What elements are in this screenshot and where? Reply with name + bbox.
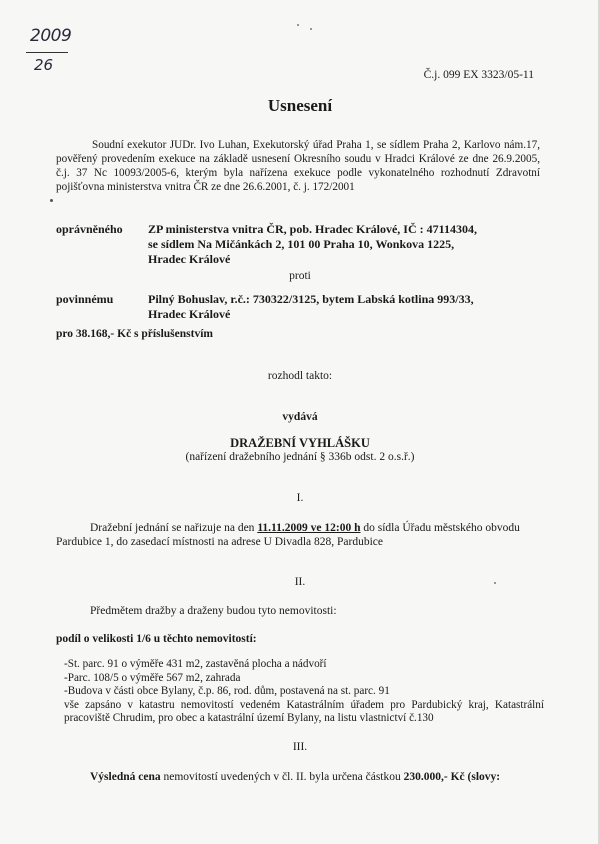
margin-dot — [50, 199, 53, 202]
debtor-details — [148, 292, 528, 322]
property-list — [64, 658, 544, 726]
section-2-text: Předmětem dražby a draženy budou tyto nemovitosti: — [90, 605, 337, 617]
document-title: Usnesení — [267, 96, 333, 115]
creditor-label: oprávněného — [56, 222, 123, 236]
claim-amount: pro 38.168,- Kč s příslušenstvím — [56, 328, 213, 340]
scan-speck — [310, 28, 312, 30]
property-item: -St. parc. 91 o výměře 431 m2, zastavěná plocha a nádvoří — [64, 658, 327, 670]
handwritten-number: 26 — [34, 56, 54, 74]
final-price: 230.000,- Kč (slovy: — [403, 771, 501, 783]
auction-heading: DRAŽEBNÍ VYHLÁŠKU — [230, 436, 370, 450]
creditor-line-2: se sídlem Na Mičánkách 2, 101 00 Praha 10, Wonkova 1225, — [148, 237, 455, 251]
section-1-lead: Dražební jednání se nařizuje na den — [90, 522, 258, 534]
scan-speck — [297, 24, 299, 26]
section-1-tail: do sídla Úřadu městského obvodu Pardubice 1, do zasedací místnosti na adrese U Divadla 828, Pardubice — [56, 522, 520, 548]
section-3-text — [90, 770, 550, 784]
property-item: -Budova v části obce Bylany, č.p. 86, rod. dům, postavená na st. parc. 91 — [64, 685, 390, 698]
debtor-line-1: Pilný Bohuslav, r.č.: 730322/3125, bytem Labská kotlina 993/33, — [148, 292, 474, 306]
section-3-body: nemovitostí uvedených v čl. II. byla určena částkou — [160, 771, 404, 783]
share-text: podíl o velikosti 1/6 u těchto nemovitostí: — [56, 633, 257, 645]
final-price-label: Výsledná cena — [90, 771, 161, 783]
property-item: -Parc. 108/5 o výměře 567 m2, zahrada — [64, 671, 241, 684]
debtor-line-2: Hradec Králové — [148, 307, 231, 321]
auction-date-time: 11.11.2009 ve 12:00 h — [257, 522, 361, 534]
scan-speck — [494, 582, 496, 584]
issues-text: vydává — [282, 411, 318, 423]
decided-text: rozhodl takto: — [267, 370, 333, 382]
versus-text: proti — [289, 270, 311, 282]
registry-text: vše zapsáno v katastru nemovitostí vedeném Katastrálním úřadem pro Pardubický kraj, Katastrální pracoviště Chrudim, pro obec a katastrální území Bylany, na listu vlastnictví č.130 — [64, 698, 544, 725]
section-2-numeral: II. — [294, 576, 306, 588]
creditor-details — [148, 222, 528, 267]
section-3-numeral: III. — [292, 741, 308, 753]
handwritten-underline — [26, 52, 68, 53]
intro-paragraph: Soudní exekutor JUDr. Ivo Luhan, Exekutorský úřad Praha 1, se sídlem Praha 2, Karlovo nám.17, pověřený provedením exekuce na základě usnesení Okresního soudu v Hradci Králové ze dne 26.9.2005, č.j. 37 Nc 10093/2005-6, kterým byla nařízena exekuce podle vykonatelného rozhodnutí Zdravotní pojišťovna ministerstva vnitra ČR ze dne 26.6.2001, č. j. 172/2001 — [56, 139, 540, 193]
handwritten-year: 2009 — [30, 26, 72, 46]
section-1-numeral: I. — [296, 492, 304, 504]
creditor-line-3: Hradec Králové — [148, 252, 231, 266]
auction-subheading: (nařízení dražebního jednání § 336b odst. 2 o.s.ř.) — [185, 451, 415, 463]
section-1-text — [56, 521, 540, 549]
creditor-line-1: ZP ministerstva vnitra ČR, pob. Hradec Králové, IČ : 47114304, — [148, 222, 477, 236]
case-reference: Č.j. 099 EX 3323/05-11 — [423, 69, 534, 81]
debtor-label: povinnému — [56, 292, 114, 306]
